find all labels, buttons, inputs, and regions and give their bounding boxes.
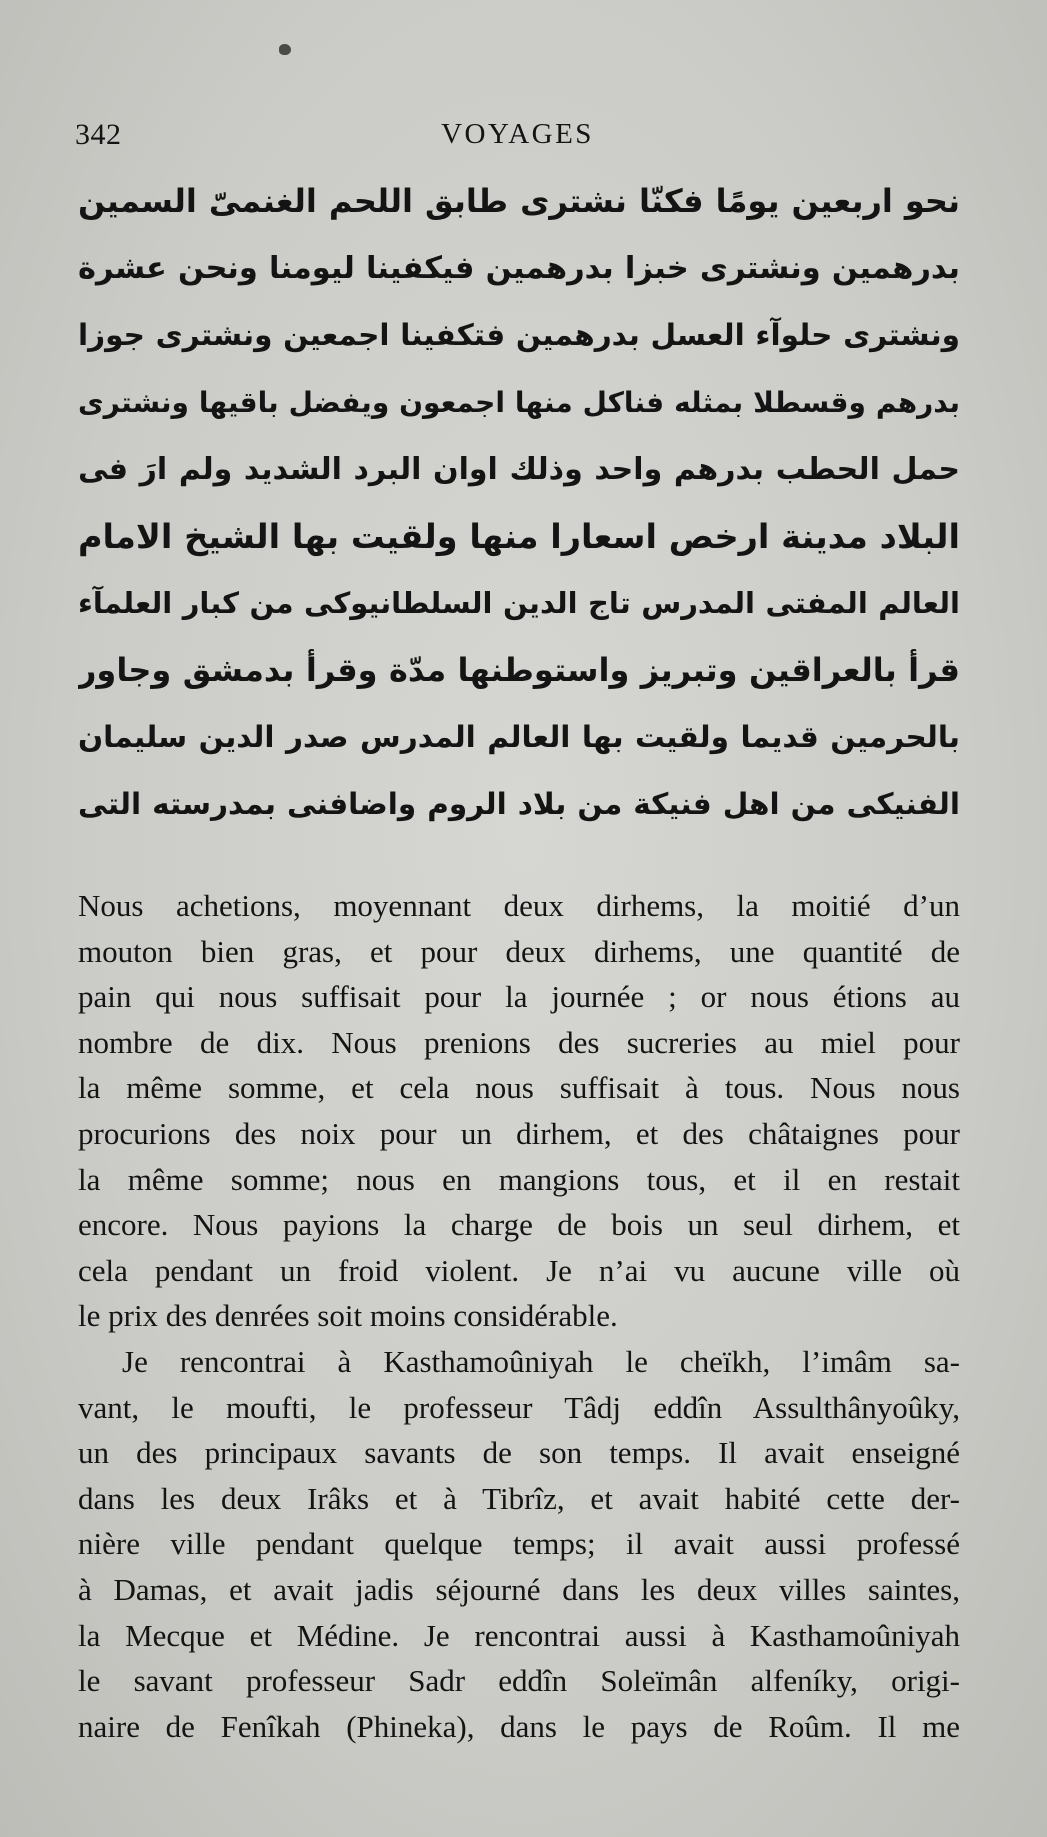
- french-line: mouton bien gras, et pour deux dirhems, une quantité de: [78, 933, 960, 969]
- arabic-line: بدرهم وقسطلا بمثله فناكل منها اجمعون ويفضل باقيها ونشترى: [78, 386, 960, 419]
- arabic-line: نحو اربعين يومًا فكنّا نشترى طابق اللحم الغنمىّ السمين: [78, 182, 960, 220]
- french-line: vant, le moufti, le professeur Tâdj eddîn Assulthânyoûky,: [78, 1389, 960, 1425]
- arabic-line: العالم المفتى المدرس تاج الدين السلطانيوكى من كبار العلمآء: [78, 586, 960, 620]
- french-line: naire de Fenîkah (Phineka), dans le pays de Roûm. Il me: [78, 1708, 960, 1744]
- arabic-line: قرأ بالعراقين وتبريز واستوطنها مدّة وقرأ بدمشق وجاور: [78, 651, 960, 689]
- arabic-line: الفنيكى من اهل فنيكة من بلاد الروم واضافنى بمدرسته التى: [78, 787, 960, 821]
- arabic-line: البلاد مدينة ارخص اسعارا منها ولقيت بها الشيخ الامام: [78, 517, 960, 556]
- french-line: encore. Nous payions la charge de bois un seul dirhem, et: [78, 1207, 960, 1243]
- french-line: Nous achetions, moyennant deux dirhems, la moitié d’un: [78, 888, 960, 923]
- french-line: cela pendant un froid violent. Je n’ai vu aucune ville où: [78, 1252, 960, 1288]
- french-line: la Mecque et Médine. Je rencontrai aussi à Kasthamoûniyah: [78, 1617, 960, 1653]
- french-line: nombre de dix. Nous prenions des sucreries au miel pour: [78, 1024, 960, 1060]
- french-line: le savant professeur Sadr eddîn Soleïmân alfeníky, origi-: [78, 1663, 960, 1699]
- french-line: dans les deux Irâks et à Tibrîz, et avait habité cette der-: [78, 1480, 960, 1516]
- arabic-line: بدرهمين ونشترى خبزا بدرهمين فيكفينا ليومنا ونحن عشرة: [78, 251, 960, 286]
- arabic-line: ونشترى حلوآء العسل بدرهمين فتكفينا اجمعين ونشترى جوزا: [78, 318, 960, 352]
- french-line: Je rencontrai à Kasthamoûniyah le cheïkh, l’imâm sa-: [122, 1343, 960, 1379]
- french-line: la même somme; nous en mangions tous, et il en restait: [78, 1161, 960, 1197]
- french-line: pain qui nous suffisait pour la journée ; or nous étions au: [78, 979, 960, 1015]
- french-line: un des principaux savants de son temps. Il avait enseigné: [78, 1435, 960, 1471]
- page-number: 342: [75, 118, 122, 151]
- page-header: [75, 118, 960, 158]
- ink-speck: [279, 44, 291, 55]
- french-text-block: [78, 883, 960, 1749]
- arabic-line: حمل الحطب بدرهم واحد وذلك اوان البرد الشديد ولم ارَ فى: [78, 452, 960, 487]
- french-line: procurions des noix pour un dirhem, et des châtaignes pour: [78, 1115, 960, 1151]
- french-line: le prix des denrées soit moins considérable.: [78, 1298, 618, 1334]
- arabic-line: بالحرمين قديما ولقيت بها العالم المدرس صدر الدين سليمان: [78, 720, 960, 754]
- french-line: à Damas, et avait jadis séjourné dans les deux villes saintes,: [78, 1571, 960, 1607]
- arabic-text-block: [78, 168, 960, 838]
- running-head: VOYAGES: [441, 118, 594, 150]
- french-line: la même somme, et cela nous suffisait à tous. Nous nous: [78, 1070, 960, 1106]
- french-line: nière ville pendant quelque temps; il avait aussi professé: [78, 1526, 960, 1562]
